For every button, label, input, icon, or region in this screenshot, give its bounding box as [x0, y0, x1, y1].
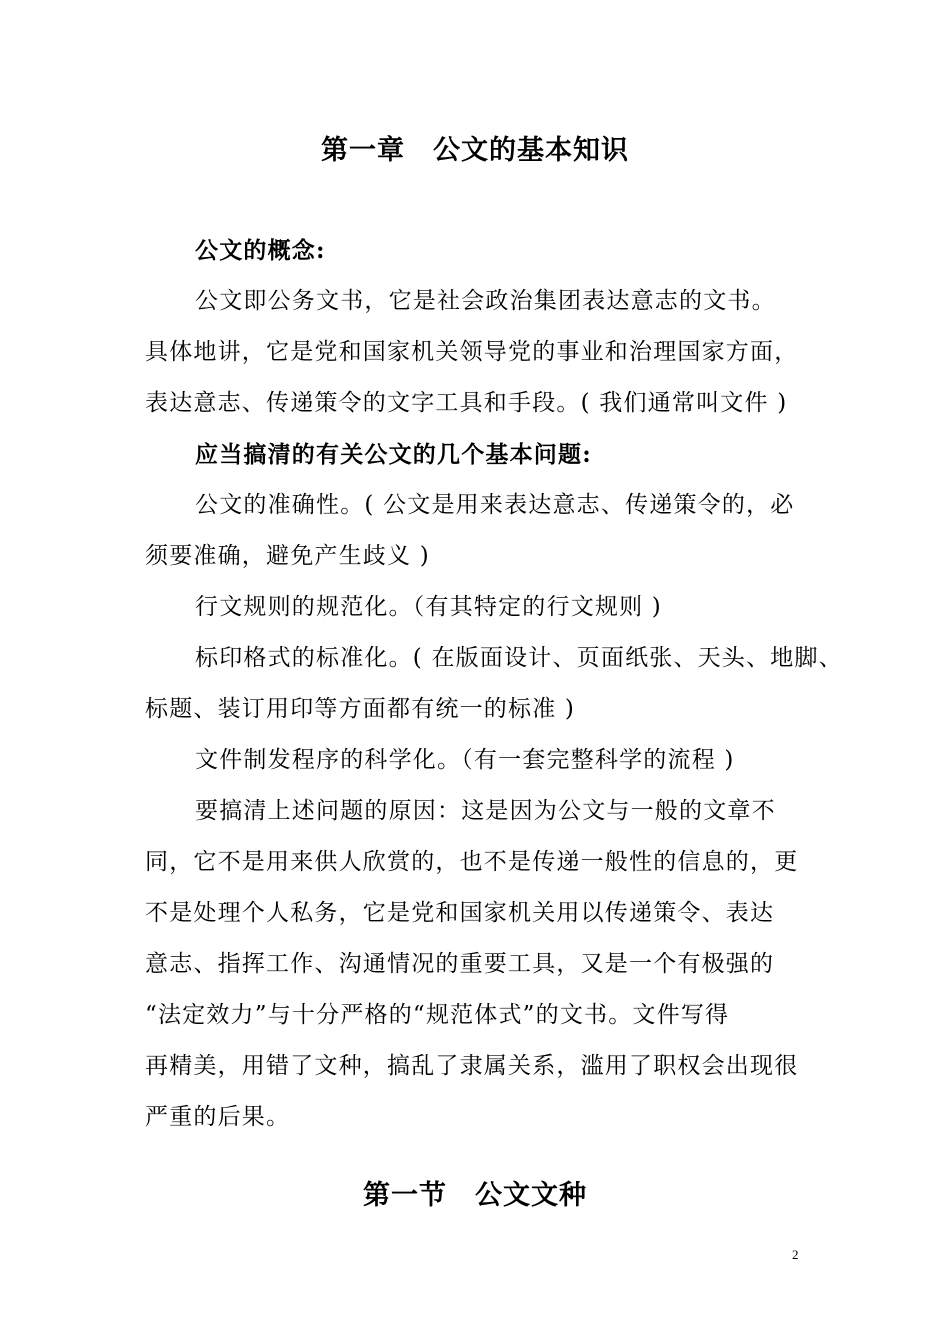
concept-line: 公文即公务文书，它是社会政治集团表达意志的文书。 [195, 288, 776, 314]
chapter-title: 第一章 公文的基本知识 [321, 135, 629, 166]
reason-line: “法定效力”与十分严格的“规范体式”的文书。文件写得 [145, 1002, 730, 1028]
issue-line: 行文规则的规范化。（有其特定的行文规则 ) [195, 594, 662, 620]
section-title: 第一节 公文文种 [363, 1180, 587, 1211]
issue-line: 公文的准确性。( 公文是用来表达意志、传递策令的，必 [195, 492, 795, 518]
page-number: 2 [792, 1247, 799, 1262]
heading-concept: 公文的概念: [195, 237, 326, 264]
body-text [145, 225, 843, 1143]
concept-line: 具体地讲，它是党和国家机关领导党的事业和治理国家方面， [145, 339, 799, 365]
issue-line: 须要准确，避免产生歧义 ) [145, 543, 430, 569]
reason-line: 意志、指挥工作、沟通情况的重要工具，又是一个有极强的 [145, 951, 775, 977]
heading-issues: 应当搞清的有关公文的几个基本问题: [195, 441, 592, 468]
reason-line: 不是处理个人私务，它是党和国家机关用以传递策令、表达 [145, 900, 775, 926]
reason-line: 要搞清上述问题的原因：这是因为公文与一般的文章不 [195, 798, 776, 824]
issue-line: 标题、装订用印等方面都有统一的标准 ) [145, 696, 576, 722]
issue-line: 标印格式的标准化。( 在版面设计、页面纸张、天头、地脚、 [195, 645, 843, 671]
issue-line: 文件制发程序的科学化。（有一套完整科学的流程 ) [195, 747, 735, 773]
reason-line: 同，它不是用来供人欣赏的，也不是传递一般性的信息的，更 [145, 849, 799, 875]
reason-line: 再精美，用错了文种，搞乱了隶属关系，滥用了职权会出现很 [145, 1053, 799, 1079]
reason-line: 严重的后果。 [145, 1104, 291, 1130]
concept-line: 表达意志、传递策令的文字工具和手段。( 我们通常叫文件 ) [145, 390, 788, 416]
